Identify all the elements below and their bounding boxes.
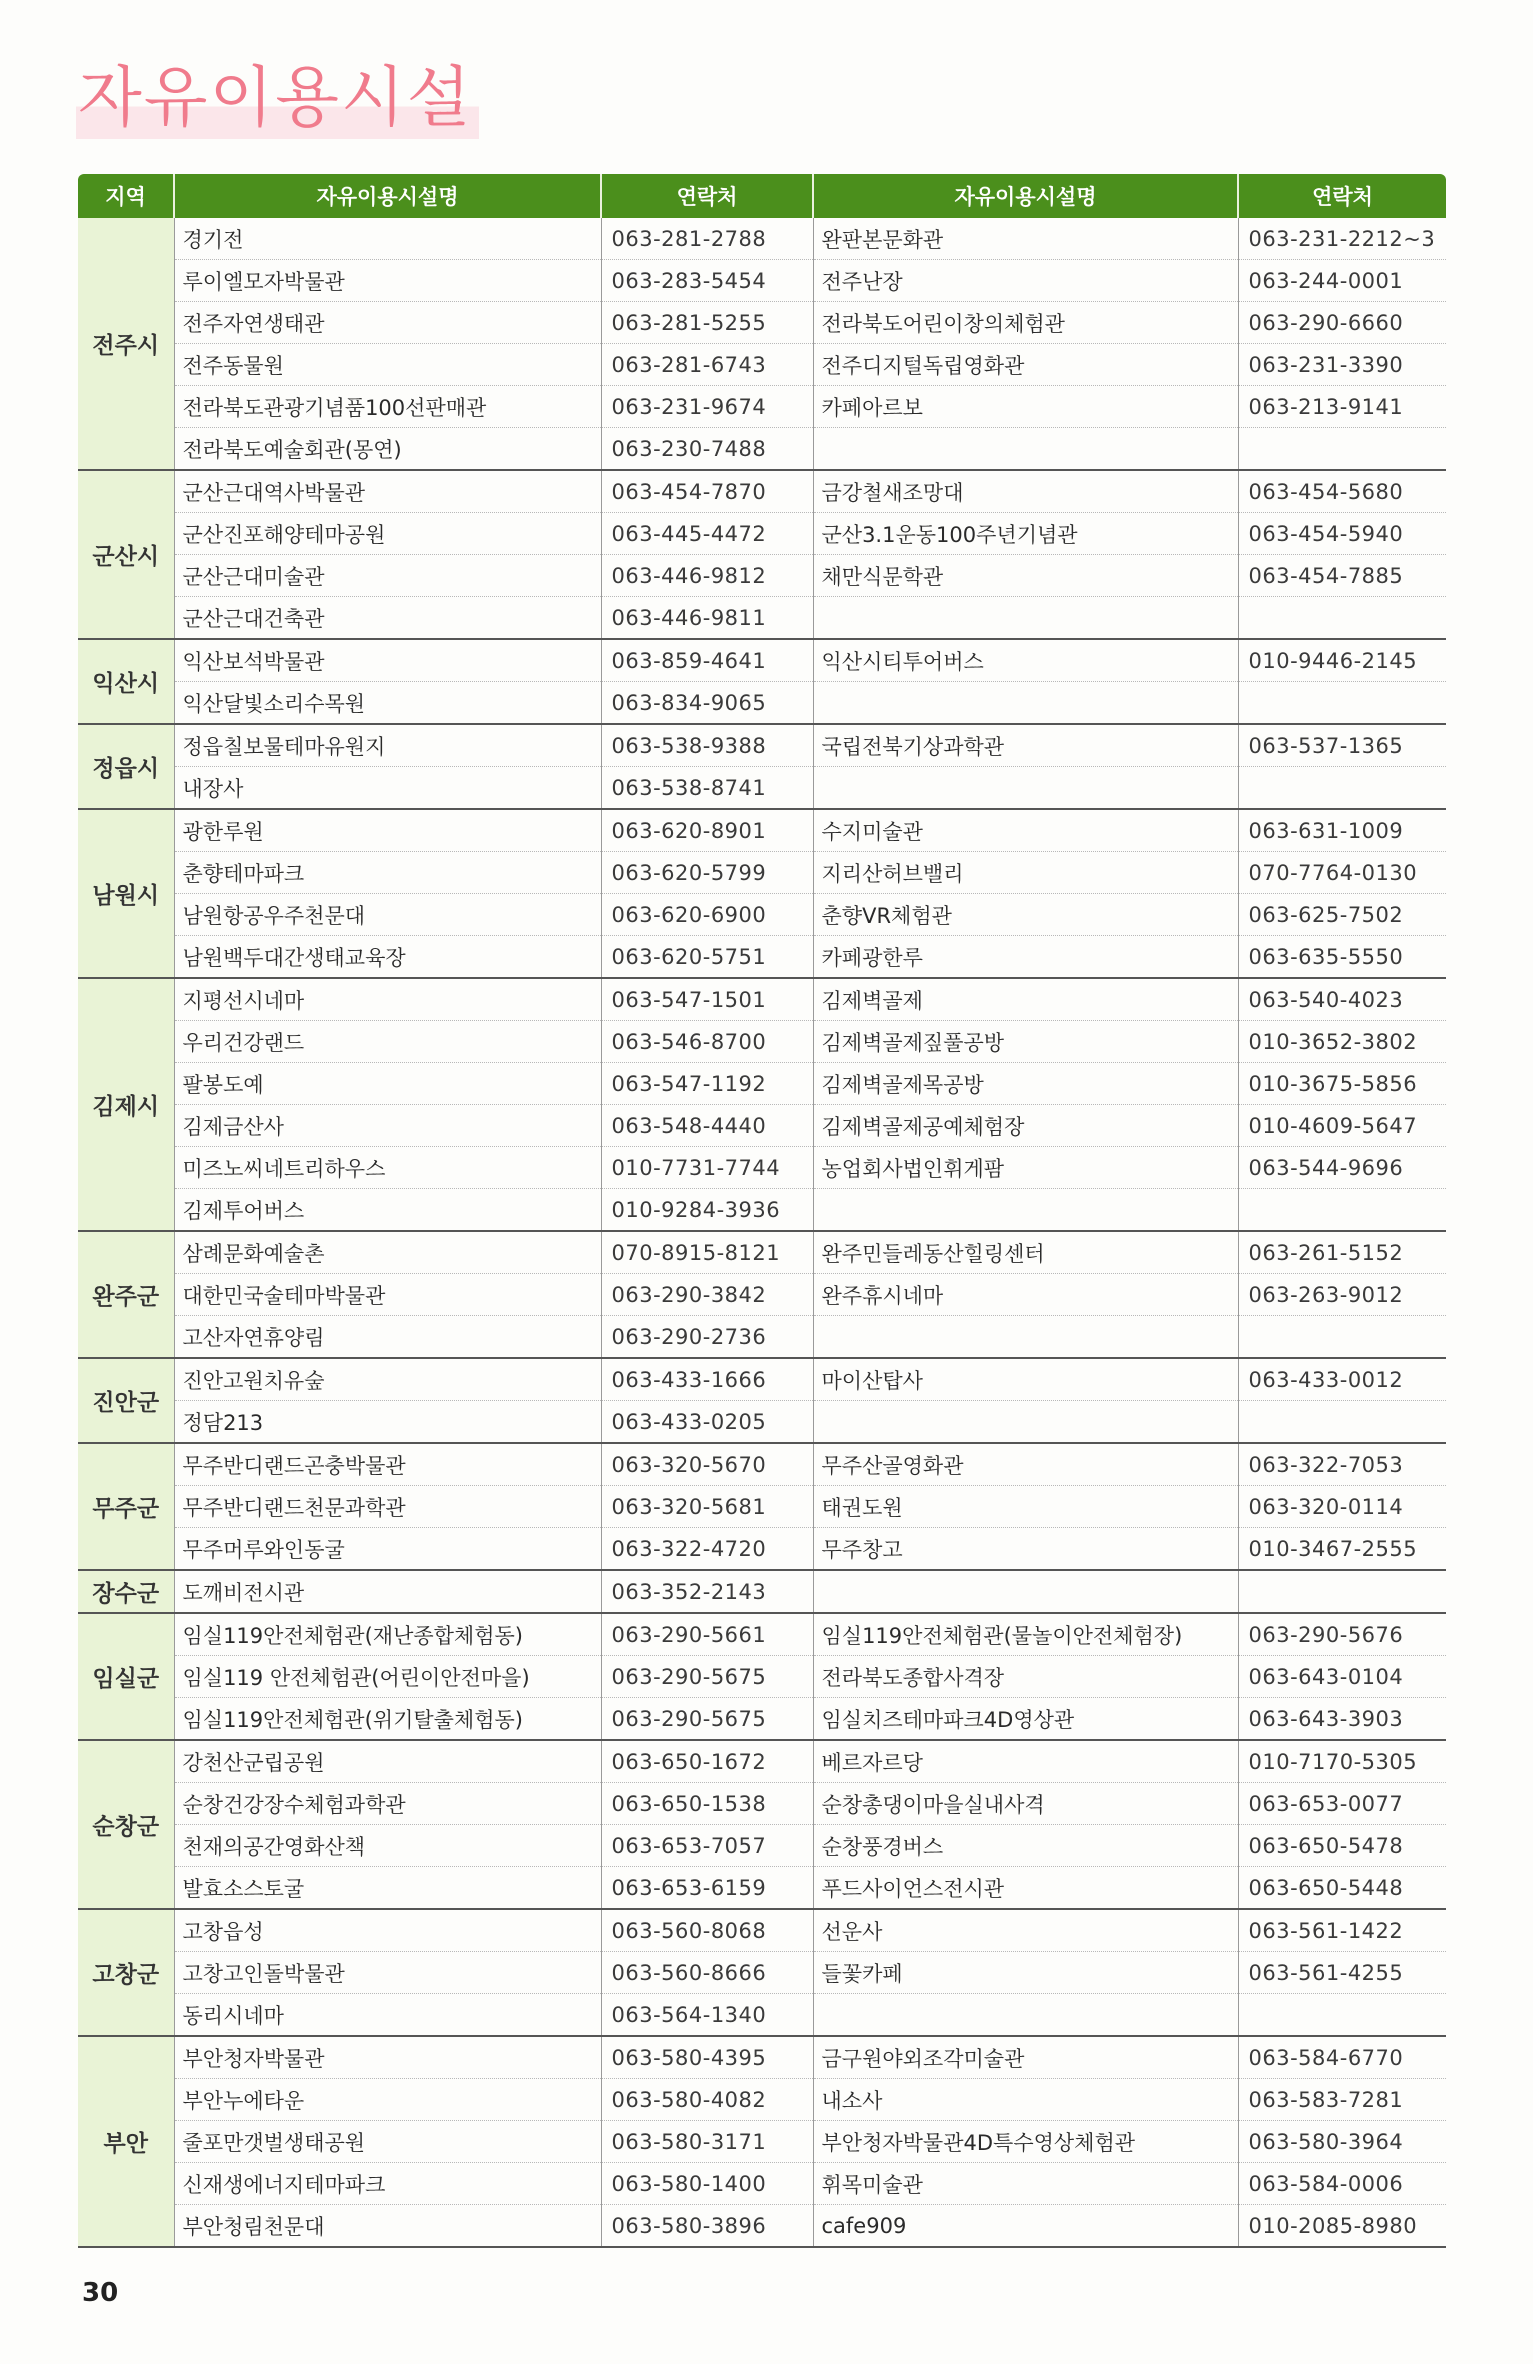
facility-table [78, 174, 1446, 2248]
contact-1: 063-560-8068 [601, 1909, 813, 1952]
table-row [78, 1740, 1446, 1783]
facility-name-2: 부안청자박물관4D특수영상체험관 [813, 2121, 1238, 2163]
contact-2: 063-454-7885 [1238, 555, 1446, 597]
facility-name-2: 베르자르당 [813, 1740, 1238, 1783]
region-cell: 전주시 [78, 218, 174, 470]
contact-2 [1238, 1316, 1446, 1359]
region-cell: 무주군 [78, 1443, 174, 1570]
facility-name-2: 전라북도종합사격장 [813, 1656, 1238, 1698]
contact-1: 063-290-5675 [601, 1698, 813, 1741]
facility-name-2: 전주난장 [813, 260, 1238, 302]
facility-name-2: 임실119안전체험관(물놀이안전체험장) [813, 1613, 1238, 1656]
contact-2: 063-537-1365 [1238, 724, 1446, 767]
contact-1: 063-564-1340 [601, 1994, 813, 2037]
contact-1: 063-580-3171 [601, 2121, 813, 2163]
contact-1: 063-580-3896 [601, 2205, 813, 2248]
facility-name-2: 태권도원 [813, 1486, 1238, 1528]
facility-name-1: 경기전 [174, 218, 601, 260]
table-row [78, 1867, 1446, 1910]
facility-name-2: cafe909 [813, 2205, 1238, 2248]
facility-name-1: 미즈노씨네트리하우스 [174, 1147, 601, 1189]
table-row [78, 1021, 1446, 1063]
contact-2: 063-322-7053 [1238, 1443, 1446, 1486]
facility-name-1: 팔봉도예 [174, 1063, 601, 1105]
contact-1: 063-620-8901 [601, 809, 813, 852]
facility-name-1: 군산근대건축관 [174, 597, 601, 640]
facility-name-1: 김제금산사 [174, 1105, 601, 1147]
facility-name-1: 순창건강장수체험과학관 [174, 1783, 601, 1825]
table-body [78, 218, 1446, 2247]
facility-name-1: 남원항공우주천문대 [174, 894, 601, 936]
contact-2: 010-7170-5305 [1238, 1740, 1446, 1783]
facility-name-1: 전주동물원 [174, 344, 601, 386]
contact-2: 063-643-3903 [1238, 1698, 1446, 1741]
region-cell: 부안 [78, 2036, 174, 2247]
contact-1: 063-653-7057 [601, 1825, 813, 1867]
facility-name-2: 김제벽골제목공방 [813, 1063, 1238, 1105]
contact-2: 063-454-5940 [1238, 513, 1446, 555]
table-row [78, 218, 1446, 260]
contact-2: 063-584-6770 [1238, 2036, 1446, 2079]
contact-2: 063-433-0012 [1238, 1358, 1446, 1401]
contact-2: 063-231-3390 [1238, 344, 1446, 386]
contact-2: 063-653-0077 [1238, 1783, 1446, 1825]
contact-1: 063-580-1400 [601, 2163, 813, 2205]
contact-2: 063-290-6660 [1238, 302, 1446, 344]
facility-name-2: 지리산허브밸리 [813, 852, 1238, 894]
table-row [78, 1189, 1446, 1232]
region-cell: 장수군 [78, 1570, 174, 1613]
facility-name-1: 동리시네마 [174, 1994, 601, 2037]
contact-2: 063-650-5448 [1238, 1867, 1446, 1910]
facility-name-1: 강천산군립공원 [174, 1740, 601, 1783]
table-row [78, 1274, 1446, 1316]
contact-1: 063-290-5661 [601, 1613, 813, 1656]
facility-name-2: 완판본문화관 [813, 218, 1238, 260]
facility-name-1: 정읍칠보물테마유원지 [174, 724, 601, 767]
contact-2: 063-320-0114 [1238, 1486, 1446, 1528]
table-row [78, 894, 1446, 936]
contact-2: 063-580-3964 [1238, 2121, 1446, 2163]
facility-name-2: 순창총댕이마을실내사격 [813, 1783, 1238, 1825]
page-title: 자유이용시설 [76, 58, 479, 139]
contact-1: 063-446-9811 [601, 597, 813, 640]
facility-name-2 [813, 428, 1238, 471]
table-row [78, 1656, 1446, 1698]
facility-name-1: 도깨비전시관 [174, 1570, 601, 1613]
contact-1: 063-560-8666 [601, 1952, 813, 1994]
facility-name-1: 대한민국술테마박물관 [174, 1274, 601, 1316]
region-cell: 고창군 [78, 1909, 174, 2036]
contact-1: 063-650-1672 [601, 1740, 813, 1783]
facility-name-1: 임실119안전체험관(위기탈출체험동) [174, 1698, 601, 1741]
facility-name-1: 부안누에타운 [174, 2079, 601, 2121]
page-number: 30 [82, 2278, 119, 2308]
contact-1: 063-231-9674 [601, 386, 813, 428]
header-facility-name-1: 자유이용시설명 [174, 174, 601, 218]
table-row [78, 767, 1446, 810]
contact-1: 063-580-4082 [601, 2079, 813, 2121]
header-row [78, 174, 1446, 218]
table-row [78, 1231, 1446, 1274]
facility-name-2: 임실치즈테마파크4D영상관 [813, 1698, 1238, 1741]
table-row [78, 2036, 1446, 2079]
facility-name-2 [813, 1570, 1238, 1613]
contact-2: 063-635-5550 [1238, 936, 1446, 979]
table-row [78, 682, 1446, 725]
table-row [78, 2079, 1446, 2121]
region-cell: 진안군 [78, 1358, 174, 1443]
facility-name-2: 수지미술관 [813, 809, 1238, 852]
table-row [78, 1316, 1446, 1359]
contact-2: 063-213-9141 [1238, 386, 1446, 428]
facility-name-2: 익산시티투어버스 [813, 639, 1238, 682]
table-row [78, 1401, 1446, 1444]
contact-1: 063-620-5751 [601, 936, 813, 979]
table-row [78, 1825, 1446, 1867]
facility-name-2: 전주디지털독립영화관 [813, 344, 1238, 386]
contact-1: 063-320-5681 [601, 1486, 813, 1528]
facility-name-2: 춘향VR체험관 [813, 894, 1238, 936]
contact-2 [1238, 767, 1446, 810]
table-row [78, 555, 1446, 597]
contact-2: 063-650-5478 [1238, 1825, 1446, 1867]
contact-1: 063-580-4395 [601, 2036, 813, 2079]
table-header [78, 174, 1446, 218]
table-row [78, 1105, 1446, 1147]
contact-2: 010-9446-2145 [1238, 639, 1446, 682]
contact-1: 063-547-1192 [601, 1063, 813, 1105]
table-row [78, 1528, 1446, 1571]
table-row [78, 1358, 1446, 1401]
contact-1: 063-283-5454 [601, 260, 813, 302]
contact-1: 063-859-4641 [601, 639, 813, 682]
facility-name-1: 발효소스토굴 [174, 1867, 601, 1910]
table-row [78, 513, 1446, 555]
contact-1: 063-547-1501 [601, 978, 813, 1021]
contact-2: 063-584-0006 [1238, 2163, 1446, 2205]
table-row [78, 302, 1446, 344]
region-cell: 정읍시 [78, 724, 174, 809]
facility-name-1: 부안청자박물관 [174, 2036, 601, 2079]
table-row [78, 428, 1446, 471]
contact-2 [1238, 428, 1446, 471]
facility-name-2: 농업회사법인휘게팜 [813, 1147, 1238, 1189]
facility-name-2 [813, 597, 1238, 640]
facility-name-2: 채만식문학관 [813, 555, 1238, 597]
facility-name-1: 천재의공간영화산책 [174, 1825, 601, 1867]
contact-2: 063-561-4255 [1238, 1952, 1446, 1994]
contact-1: 070-8915-8121 [601, 1231, 813, 1274]
contact-1: 063-281-5255 [601, 302, 813, 344]
facility-name-1: 고산자연휴양림 [174, 1316, 601, 1359]
contact-1: 063-538-8741 [601, 767, 813, 810]
facility-name-2: 푸드사이언스전시관 [813, 1867, 1238, 1910]
contact-1: 063-620-6900 [601, 894, 813, 936]
region-cell: 김제시 [78, 978, 174, 1231]
facility-name-2: 완주민들레동산힐링센터 [813, 1231, 1238, 1274]
region-cell: 임실군 [78, 1613, 174, 1740]
facility-name-2: 선운사 [813, 1909, 1238, 1952]
facility-name-2: 김제벽골제 [813, 978, 1238, 1021]
contact-1: 063-546-8700 [601, 1021, 813, 1063]
contact-1: 063-454-7870 [601, 470, 813, 513]
facility-name-2: 무주창고 [813, 1528, 1238, 1571]
region-cell: 남원시 [78, 809, 174, 978]
facility-name-1: 삼례문화예술촌 [174, 1231, 601, 1274]
contact-1: 063-290-5675 [601, 1656, 813, 1698]
facility-name-1: 고창읍성 [174, 1909, 601, 1952]
contact-1: 010-9284-3936 [601, 1189, 813, 1232]
contact-2: 010-3467-2555 [1238, 1528, 1446, 1571]
region-cell: 완주군 [78, 1231, 174, 1358]
facility-name-1: 내장사 [174, 767, 601, 810]
table-row [78, 2205, 1446, 2248]
facility-name-2: 국립전북기상과학관 [813, 724, 1238, 767]
contact-1: 063-352-2143 [601, 1570, 813, 1613]
facility-name-1: 김제투어버스 [174, 1189, 601, 1232]
contact-1: 063-290-3842 [601, 1274, 813, 1316]
facility-name-2: 완주휴시네마 [813, 1274, 1238, 1316]
facility-name-1: 무주머루와인동굴 [174, 1528, 601, 1571]
facility-name-1: 남원백두대간생태교육장 [174, 936, 601, 979]
facility-name-1: 임실119안전체험관(재난종합체험동) [174, 1613, 601, 1656]
facility-name-1: 무주반디랜드천문과학관 [174, 1486, 601, 1528]
facility-name-2: 마이산탑사 [813, 1358, 1238, 1401]
table-row [78, 1443, 1446, 1486]
contact-2: 063-631-1009 [1238, 809, 1446, 852]
contact-2 [1238, 597, 1446, 640]
facility-name-2 [813, 1401, 1238, 1444]
facility-name-2: 군산3.1운동100주년기념관 [813, 513, 1238, 555]
facility-name-2: 카페아르보 [813, 386, 1238, 428]
facility-name-1: 루이엘모자박물관 [174, 260, 601, 302]
contact-2: 063-561-1422 [1238, 1909, 1446, 1952]
table-row [78, 344, 1446, 386]
contact-1: 063-320-5670 [601, 1443, 813, 1486]
contact-2: 063-263-9012 [1238, 1274, 1446, 1316]
facility-name-2: 카페광한루 [813, 936, 1238, 979]
facility-name-2 [813, 767, 1238, 810]
table-row [78, 2163, 1446, 2205]
contact-2 [1238, 1994, 1446, 2037]
contact-2 [1238, 682, 1446, 725]
contact-1: 063-322-4720 [601, 1528, 813, 1571]
table-row [78, 1952, 1446, 1994]
region-cell: 군산시 [78, 470, 174, 639]
facility-name-1: 무주반디랜드곤충박물관 [174, 1443, 601, 1486]
facility-name-1: 진안고원치유숲 [174, 1358, 601, 1401]
facility-name-1: 전라북도관광기념품100선판매관 [174, 386, 601, 428]
contact-2: 010-3675-5856 [1238, 1063, 1446, 1105]
facility-name-1: 광한루원 [174, 809, 601, 852]
contact-1: 063-433-0205 [601, 1401, 813, 1444]
contact-1: 063-620-5799 [601, 852, 813, 894]
table-row [78, 1063, 1446, 1105]
table-row [78, 936, 1446, 979]
facility-name-1: 우리건강랜드 [174, 1021, 601, 1063]
header-region: 지역 [78, 174, 174, 218]
header-contact-2: 연락처 [1238, 174, 1446, 218]
facility-name-1: 지평선시네마 [174, 978, 601, 1021]
contact-1: 063-548-4440 [601, 1105, 813, 1147]
facility-name-1: 춘향테마파크 [174, 852, 601, 894]
contact-2: 010-4609-5647 [1238, 1105, 1446, 1147]
facility-name-2 [813, 1189, 1238, 1232]
facility-name-2: 순창풍경버스 [813, 1825, 1238, 1867]
contact-1: 063-650-1538 [601, 1783, 813, 1825]
contact-2: 063-454-5680 [1238, 470, 1446, 513]
facility-name-1: 부안청림천문대 [174, 2205, 601, 2248]
contact-1: 063-446-9812 [601, 555, 813, 597]
table-row [78, 1486, 1446, 1528]
contact-1: 063-290-2736 [601, 1316, 813, 1359]
contact-2: 010-2085-8980 [1238, 2205, 1446, 2248]
region-cell: 순창군 [78, 1740, 174, 1909]
table-row [78, 978, 1446, 1021]
table-row [78, 470, 1446, 513]
contact-2: 063-540-4023 [1238, 978, 1446, 1021]
contact-2 [1238, 1401, 1446, 1444]
facility-name-2: 금강철새조망대 [813, 470, 1238, 513]
facility-name-1: 정담213 [174, 1401, 601, 1444]
table-row [78, 1147, 1446, 1189]
facility-name-1: 익산달빛소리수목원 [174, 682, 601, 725]
contact-1: 063-433-1666 [601, 1358, 813, 1401]
table-row [78, 2121, 1446, 2163]
facility-name-2: 무주산골영화관 [813, 1443, 1238, 1486]
facility-name-1: 전주자연생태관 [174, 302, 601, 344]
table-row [78, 639, 1446, 682]
table-row [78, 809, 1446, 852]
contact-1: 010-7731-7744 [601, 1147, 813, 1189]
facility-name-1: 임실119 안전체험관(어린이안전마을) [174, 1656, 601, 1698]
facility-name-2 [813, 682, 1238, 725]
contact-2: 063-231-2212~3 [1238, 218, 1446, 260]
header-facility-name-2: 자유이용시설명 [813, 174, 1238, 218]
facility-name-2: 내소사 [813, 2079, 1238, 2121]
facility-name-1: 신재생에너지테마파크 [174, 2163, 601, 2205]
facility-name-1: 줄포만갯벌생태공원 [174, 2121, 601, 2163]
facility-name-2: 금구원야외조각미술관 [813, 2036, 1238, 2079]
facility-name-1: 익산보석박물관 [174, 639, 601, 682]
facility-name-1: 고창고인돌박물관 [174, 1952, 601, 1994]
contact-1: 063-445-4472 [601, 513, 813, 555]
contact-1: 063-281-2788 [601, 218, 813, 260]
contact-2 [1238, 1189, 1446, 1232]
contact-2: 063-261-5152 [1238, 1231, 1446, 1274]
contact-2: 063-625-7502 [1238, 894, 1446, 936]
contact-2: 063-583-7281 [1238, 2079, 1446, 2121]
table-row [78, 1994, 1446, 2037]
contact-2 [1238, 1570, 1446, 1613]
contact-2: 063-290-5676 [1238, 1613, 1446, 1656]
facility-name-2 [813, 1316, 1238, 1359]
facility-name-1: 군산근대미술관 [174, 555, 601, 597]
facility-name-2: 전라북도어린이창의체험관 [813, 302, 1238, 344]
table-row [78, 260, 1446, 302]
header-contact-1: 연락처 [601, 174, 813, 218]
facility-name-2: 김제벽골제짚풀공방 [813, 1021, 1238, 1063]
table-row [78, 852, 1446, 894]
table-row [78, 1698, 1446, 1741]
contact-1: 063-281-6743 [601, 344, 813, 386]
facility-name-1: 군산근대역사박물관 [174, 470, 601, 513]
contact-2: 070-7764-0130 [1238, 852, 1446, 894]
facility-name-2: 들꽃카페 [813, 1952, 1238, 1994]
region-cell: 익산시 [78, 639, 174, 724]
table-row [78, 597, 1446, 640]
contact-1: 063-538-9388 [601, 724, 813, 767]
table-row [78, 386, 1446, 428]
contact-2: 010-3652-3802 [1238, 1021, 1446, 1063]
facility-table-wrap [78, 174, 1446, 2248]
table-row [78, 724, 1446, 767]
contact-2: 063-244-0001 [1238, 260, 1446, 302]
facility-name-1: 군산진포해양테마공원 [174, 513, 601, 555]
contact-2: 063-643-0104 [1238, 1656, 1446, 1698]
contact-1: 063-653-6159 [601, 1867, 813, 1910]
contact-1: 063-834-9065 [601, 682, 813, 725]
table-row [78, 1570, 1446, 1613]
contact-1: 063-230-7488 [601, 428, 813, 471]
facility-name-2: 휘목미술관 [813, 2163, 1238, 2205]
facility-name-2: 김제벽골제공예체험장 [813, 1105, 1238, 1147]
table-row [78, 1909, 1446, 1952]
facility-name-1: 전라북도예술회관(몽연) [174, 428, 601, 471]
table-row [78, 1613, 1446, 1656]
facility-name-2 [813, 1994, 1238, 2037]
contact-2: 063-544-9696 [1238, 1147, 1446, 1189]
table-row [78, 1783, 1446, 1825]
